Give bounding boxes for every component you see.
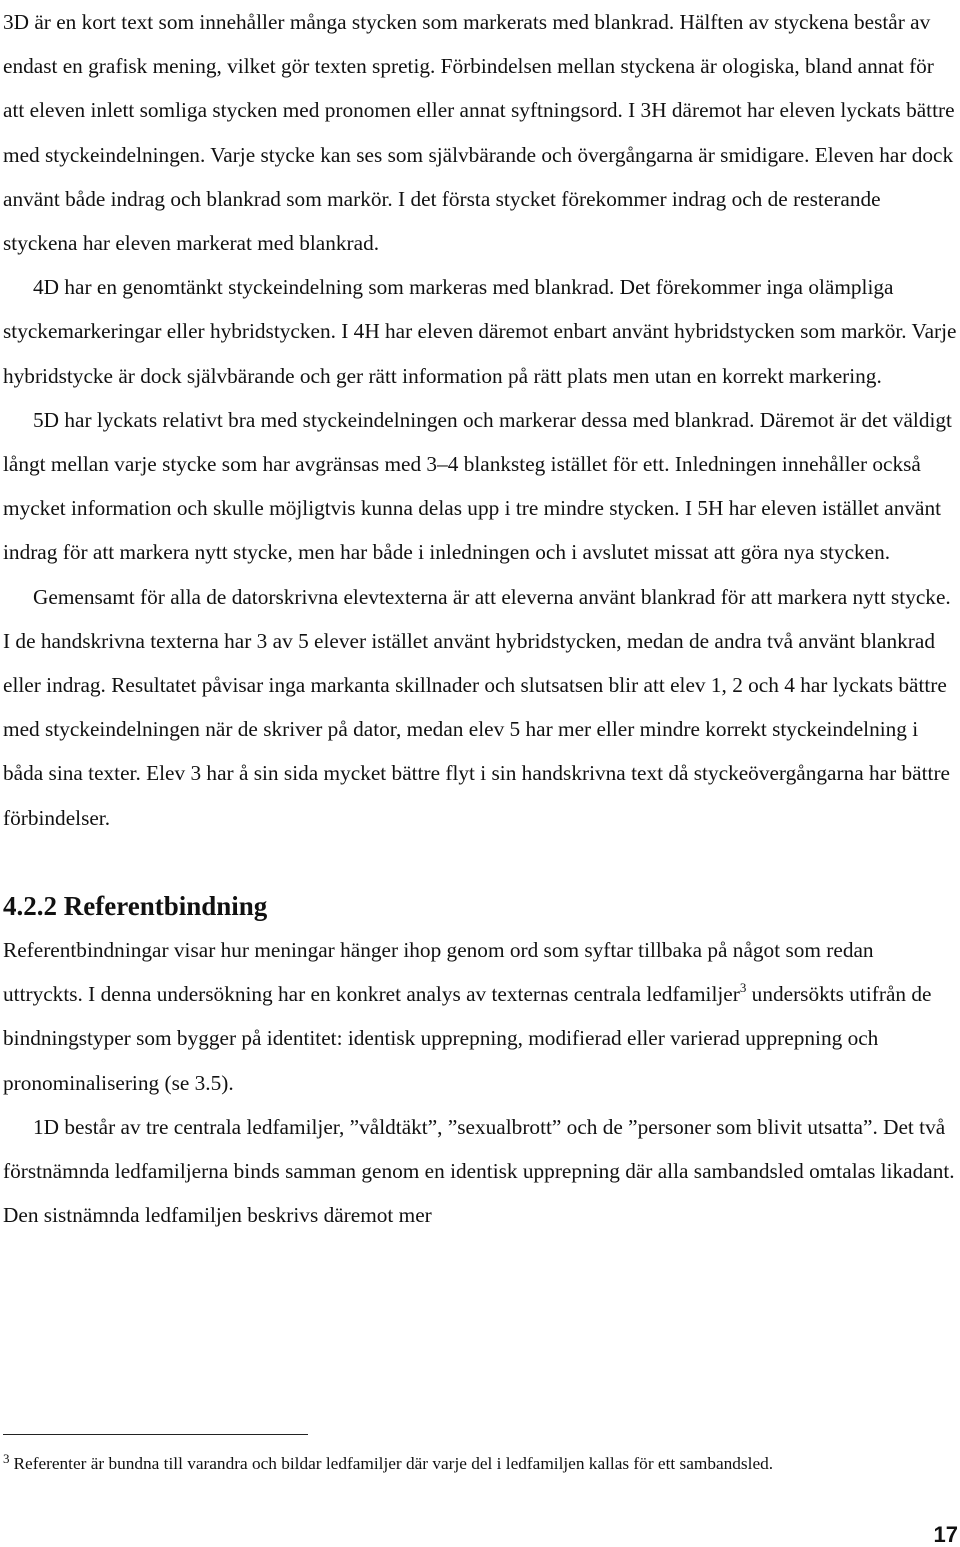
- footnote: [3, 1452, 958, 1476]
- intro-text-part1: Referentbindningar visar hur meningar hänger ihop genom ord som syftar tillbaka på något som redan uttryckts. I denna undersökning har en konkret analys av texternas centrala ledfamiljer: [3, 938, 874, 1007]
- footnote-reference: 3: [739, 980, 747, 996]
- paragraph-5d: 5D har lyckats relativt bra med styckeindelningen och markerar dessa med blankrad. Däremot är det väldigt långt mellan varje stycke som har avgränsas med 3–4 blanksteg istället för ett. Inledningen innehåller också mycket information och skulle möjligtvis kunna delas upp i tre mindre stycken. I 5H har eleven istället använt indrag för att markera nytt stycke, men har både i inledningen och i avslutet missat att göra nya stycken.: [3, 407, 952, 565]
- body-text: [3, 0, 958, 1237]
- paragraph-4d: 4D har en genomtänkt styckeindelning som markeras med blankrad. Det förekommer inga olämpliga styckemarkeringar eller hybridstycken. I 4H har eleven däremot enbart använt hybridstycken som markör. Varje hybridstycke är dock självbärande och ger rätt information på rätt plats men utan en korrekt markering.: [3, 275, 957, 388]
- paragraph-summary: Gemensamt för alla de datorskrivna elevtexterna är att eleverna använt blankrad för att markera nytt stycke. I de handskrivna texterna har 3 av 5 elever istället använt hybridstycken, medan de andra två använt blankrad eller indrag. Resultatet påvisar inga markanta skillnader och slutsatsen blir att elev 1, 2 och 4 har lyckats bättre med styckeindelningen när de skriver på dator, medan elev 5 har mer eller mindre korrekt styckeindelning i båda sina texter. Elev 3 har å sin sida mycket bättre flyt i sin handskrivna text då styckeövergångarna har bättre förbindelser.: [3, 584, 951, 830]
- footnote-text: Referenter är bundna till varandra och bildar ledfamiljer där varje del i ledfamiljen kallas för ett sambandsled.: [13, 1454, 774, 1473]
- section-heading: 4.2.2 Referentbindning: [3, 890, 268, 921]
- paragraph-3d: 3D är en kort text som innehåller många stycken som markerats med blankrad. Hälften av styckena består av endast en grafisk mening, vilket gör texten spretig. Förbindelsen mellan styckena är ologiska, bland annat för att eleven inlett somliga stycken med pronomen eller annat syftningsord. I 3H däremot har eleven lyckats bättre med styckeindelningen. Varje stycke kan ses som självbärande och övergångarna är smidigare. Eleven har dock använt både indrag och blankrad som markör. I det första stycket förekommer indrag och de resterande styckena har eleven markerat med blankrad.: [3, 10, 955, 256]
- paragraph-1d: 1D består av tre centrala ledfamiljer, ”våldtäkt”, ”sexualbrott” och de ”personer som blivit utsatta”. Det två förstnämnda ledfamiljerna binds samman genom en identisk upprepning där alla sambandsled omtalas likadant. Den sistnämnda ledfamiljen beskrivs däremot mer: [3, 1114, 955, 1228]
- footnote-number: 3: [3, 1451, 10, 1466]
- footnote-divider: [3, 1434, 308, 1435]
- intro-text-part2: undersökts utifrån de bindningstyper som bygger på identitet: identisk upprepning, modifierad eller varierad upprepning och pronominalisering (se 3.5).: [3, 982, 932, 1095]
- paragraph-referentbindning-intro: [3, 928, 958, 1105]
- page-number: 17: [933, 1522, 958, 1547]
